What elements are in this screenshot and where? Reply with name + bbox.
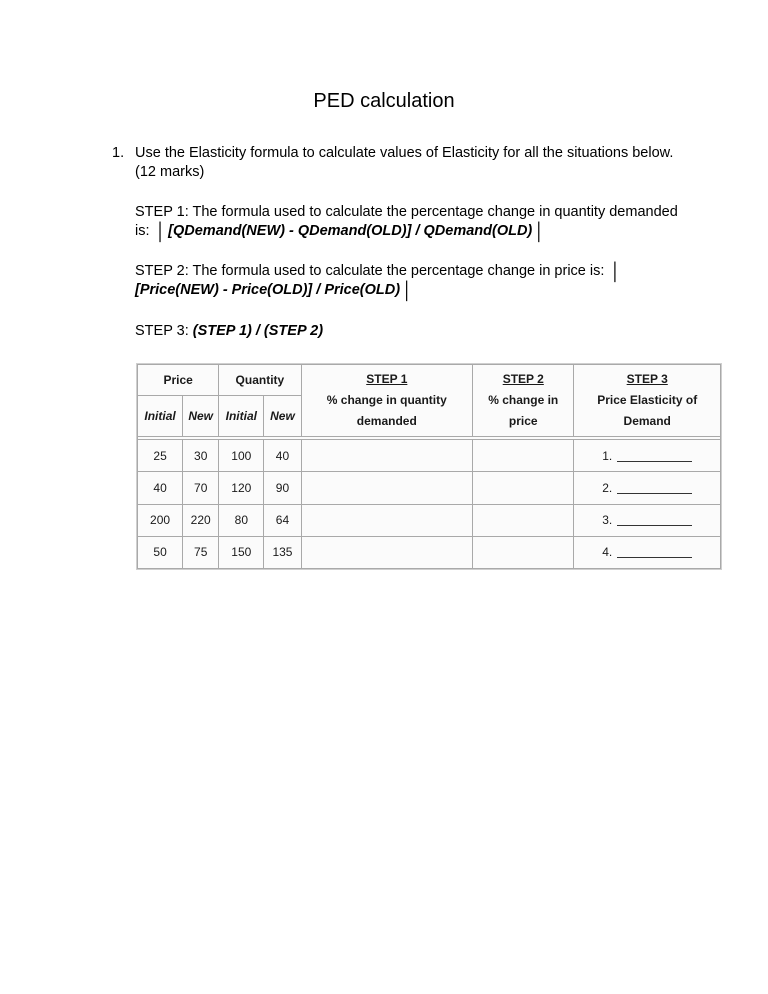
- price-initial-cell: 40: [138, 472, 183, 504]
- answer-label: 4.: [602, 545, 613, 560]
- quantity-initial-cell: 80: [219, 504, 264, 536]
- answer-blank-line: [617, 461, 692, 462]
- step-2-header-title: STEP 2: [502, 372, 544, 387]
- step-2-header-desc: % change in price: [488, 393, 559, 429]
- table-row: [138, 440, 721, 472]
- bar-mark: │: [155, 222, 167, 241]
- price-new-cell: 75: [183, 536, 219, 568]
- quantity-initial-header: Initial: [219, 396, 264, 437]
- question-number: 1.: [112, 145, 125, 161]
- step-3-answer-cell[interactable]: [574, 472, 721, 504]
- step-1-answer-cell[interactable]: [301, 472, 473, 504]
- answer-label: 2.: [602, 481, 613, 496]
- step-3-formula: (STEP 1) / (STEP 2): [192, 323, 324, 339]
- quantity-header: Quantity: [219, 365, 301, 396]
- answer-label: 1.: [602, 448, 613, 463]
- step-1-answer-cell[interactable]: [301, 440, 473, 472]
- price-initial-cell: 50: [138, 536, 183, 568]
- quantity-new-header: New: [264, 396, 301, 437]
- step-3-answer-cell[interactable]: [574, 440, 721, 472]
- price-new-cell: 220: [183, 504, 219, 536]
- step-2-answer-cell[interactable]: [473, 536, 574, 568]
- step-1-answer-cell[interactable]: [301, 504, 473, 536]
- ped-table-container: [136, 363, 722, 570]
- step-2-paragraph: [135, 262, 680, 300]
- bar-mark: │: [610, 262, 622, 281]
- price-initial-cell: 25: [138, 440, 183, 472]
- page-title: PED calculation: [313, 90, 455, 112]
- price-header: Price: [138, 365, 219, 396]
- step-1-formula: [QDemand(NEW) - QDemand(OLD)] / QDemand(OLD): [168, 223, 533, 239]
- quantity-new-cell: 40: [264, 440, 301, 472]
- step-3-header-desc: Price Elasticity of Demand: [597, 393, 698, 429]
- question-text: Use the Elasticity formula to calculate values of Elasticity for all the situations below. (12 marks): [135, 145, 674, 180]
- step-1-intro: STEP 1: The formula used to calculate the percentage change in quantity demanded is:: [135, 204, 678, 239]
- quantity-initial-cell: 120: [219, 472, 264, 504]
- price-initial-header: Initial: [138, 396, 183, 437]
- answer-blank-line: [617, 493, 692, 494]
- quantity-new-cell: 135: [264, 536, 301, 568]
- answer-label: 3.: [602, 513, 613, 528]
- step-3-paragraph: [135, 322, 680, 341]
- ped-table: [137, 364, 721, 569]
- step-3-answer-cell[interactable]: [574, 536, 721, 568]
- bar-mark: │: [534, 222, 545, 241]
- step-3-header: [574, 365, 721, 437]
- table-header-row: [138, 365, 721, 396]
- step-2-answer-cell[interactable]: [473, 440, 574, 472]
- step-3-intro: STEP 3:: [135, 323, 193, 339]
- answer-blank-line: [617, 525, 692, 526]
- step-3-header-title: STEP 3: [626, 372, 668, 387]
- answer-blank-line: [617, 557, 692, 558]
- step-1-header: [301, 365, 473, 437]
- step-1-header-title: STEP 1: [366, 372, 408, 387]
- step-3-answer-cell[interactable]: [574, 504, 721, 536]
- table-row: [138, 536, 721, 568]
- step-1-answer-cell[interactable]: [301, 536, 473, 568]
- step-2-header: [473, 365, 574, 437]
- quantity-initial-cell: 150: [219, 536, 264, 568]
- step-2-answer-cell[interactable]: [473, 504, 574, 536]
- bar-mark: │: [402, 281, 413, 300]
- step-1-paragraph: [135, 203, 680, 241]
- step-2-intro: STEP 2: The formula used to calculate the percentage change in price is:: [135, 263, 609, 279]
- quantity-new-cell: 90: [264, 472, 301, 504]
- step-2-formula: [Price(NEW) - Price(OLD)] / Price(OLD): [135, 282, 401, 298]
- table-row: [138, 472, 721, 504]
- price-initial-cell: 200: [138, 504, 183, 536]
- table-row: [138, 504, 721, 536]
- step-1-header-desc: % change in quantity demanded: [326, 393, 447, 429]
- price-new-cell: 30: [183, 440, 219, 472]
- price-new-header: New: [183, 396, 219, 437]
- quantity-initial-cell: 100: [219, 440, 264, 472]
- quantity-new-cell: 64: [264, 504, 301, 536]
- price-new-cell: 70: [183, 472, 219, 504]
- step-2-answer-cell[interactable]: [473, 472, 574, 504]
